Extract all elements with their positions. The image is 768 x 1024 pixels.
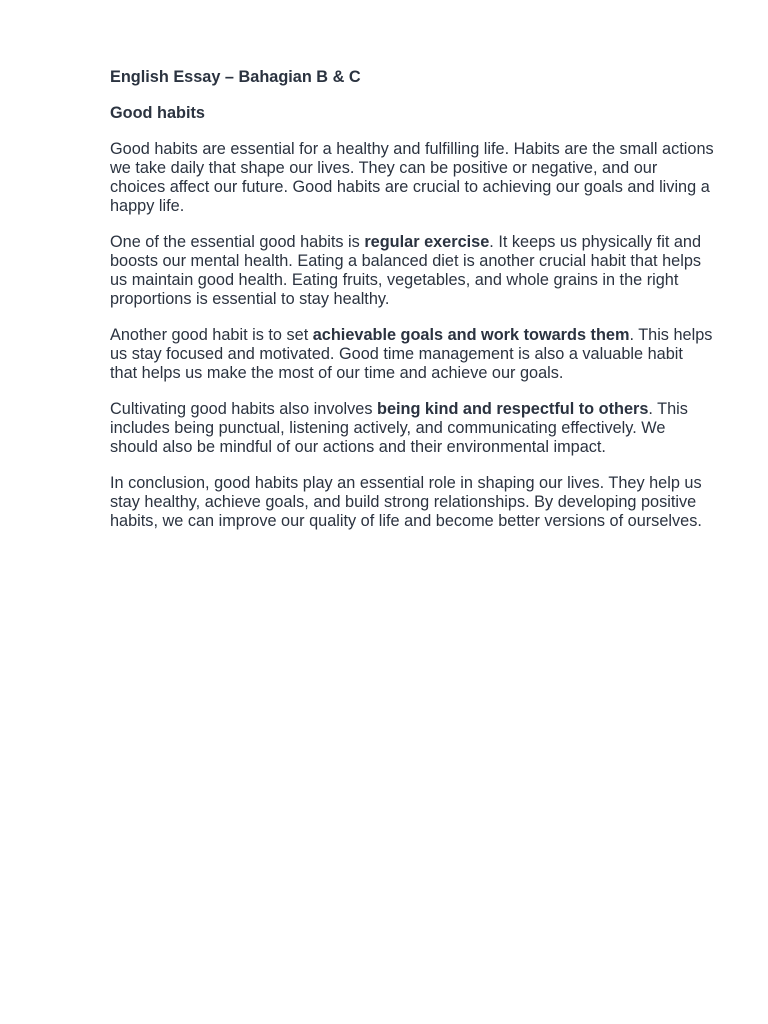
paragraph-bold-phrase: regular exercise: [364, 233, 490, 251]
paragraph-text-after: . It keeps us physically fit and boosts our mental health. Eating a balanced diet is another crucial habit that helps us maintain good health. Eating fruits, vegetables, and whole grains in the right proportions is essential to stay healthy.: [110, 233, 702, 308]
paragraph-introduction: [110, 140, 714, 216]
essay-subtitle: Good habits: [110, 104, 205, 122]
paragraph-text-before: Cultivating good habits also involves: [110, 400, 377, 418]
paragraph-bold-phrase: achievable goals and work towards them: [312, 326, 630, 344]
essay-title: English Essay – Bahagian B & C: [110, 68, 361, 86]
paragraph-text: In conclusion, good habits play an essential role in shaping our lives. They help us stay healthy, achieve goals, and build strong relationships. By developing positive habits, we can improve our quality of life and become better versions of ourselves.: [110, 474, 702, 530]
document-page: [110, 68, 714, 548]
paragraph-kindness: [110, 400, 714, 457]
paragraph-conclusion: [110, 474, 714, 531]
paragraph-text-after: . This helps us stay focused and motivated. Good time management is also a valuable habit that helps us make the most of our time and achieve our goals.: [110, 326, 713, 382]
paragraph-goals: [110, 326, 714, 383]
paragraph-text: Good habits are essential for a healthy and fulfilling life. Habits are the small actions we take daily that shape our lives. They can be positive or negative, and our choices affect our future. Good habits are crucial to achieving our goals and living a happy life.: [110, 140, 714, 215]
paragraph-exercise: [110, 233, 714, 309]
paragraph-text-after: . This includes being punctual, listening actively, and communicating effectively. We should also be mindful of our actions and their environmental impact.: [110, 400, 688, 456]
paragraph-bold-phrase: being kind and respectful to others: [377, 400, 649, 418]
paragraph-text-before: One of the essential good habits is: [110, 233, 365, 251]
paragraph-text-before: Another good habit is to set: [110, 326, 313, 344]
